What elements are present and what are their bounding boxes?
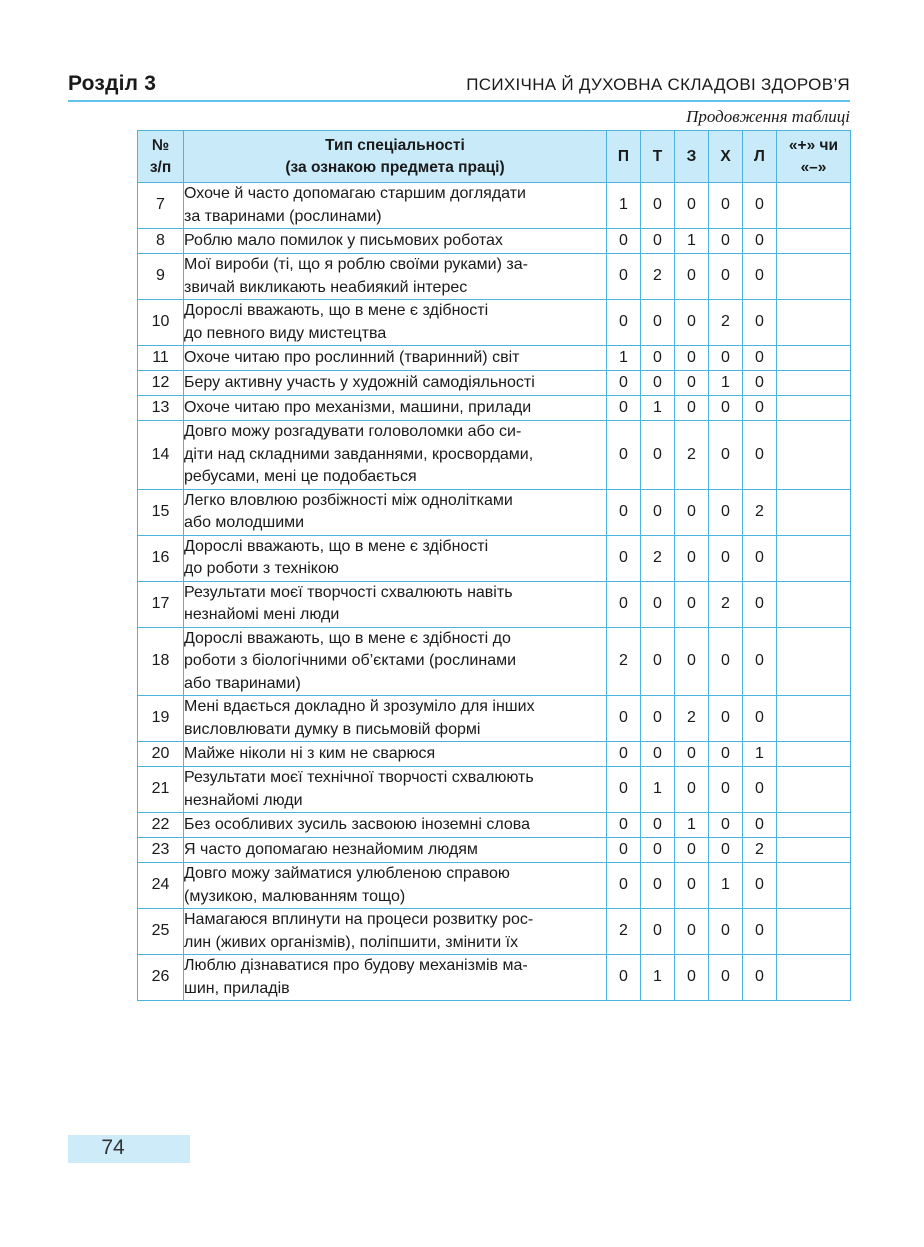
row-statement — [184, 396, 607, 421]
score-z: 0 — [675, 742, 709, 767]
table-row — [138, 371, 851, 396]
answer-cell[interactable] — [777, 300, 851, 346]
table-row — [138, 863, 851, 909]
statement-line: Люблю дізнаватися про будову механізмів ма- — [184, 957, 528, 974]
score-t: 2 — [641, 254, 675, 300]
score-l: 0 — [743, 813, 777, 838]
statement-line: Охоче читаю про рослинний (тваринний) світ — [184, 348, 520, 366]
score-l: 0 — [743, 627, 777, 696]
score-kh: 0 — [709, 421, 743, 490]
row-number: 15 — [138, 489, 184, 535]
score-l: 0 — [743, 254, 777, 300]
score-p: 0 — [607, 371, 641, 396]
row-statement — [184, 863, 607, 909]
statement-line: Намагаюся вплинути на процеси розвитку рос- — [184, 911, 534, 928]
table-row — [138, 396, 851, 421]
table-row — [138, 767, 851, 813]
score-kh: 0 — [709, 254, 743, 300]
row-statement — [184, 838, 607, 863]
answer-cell[interactable] — [777, 581, 851, 627]
statement-line: Результати моєї технічної творчості схвалюють — [184, 769, 534, 786]
score-z: 0 — [675, 535, 709, 581]
score-z: 0 — [675, 909, 709, 955]
score-z: 0 — [675, 346, 709, 371]
score-p: 0 — [607, 813, 641, 838]
answer-cell[interactable] — [777, 229, 851, 254]
statement-line: (музикою, малюванням тощо) — [184, 887, 406, 905]
score-p: 0 — [607, 421, 641, 490]
score-t: 0 — [641, 300, 675, 346]
row-statement — [184, 371, 607, 396]
statement-line: Роблю мало помилок у письмових роботах — [184, 231, 503, 249]
table-row — [138, 489, 851, 535]
row-statement — [184, 767, 607, 813]
score-kh: 1 — [709, 371, 743, 396]
score-z: 0 — [675, 627, 709, 696]
statement-line: Майже ніколи ні з ким не сварюся — [184, 744, 436, 762]
row-statement — [184, 813, 607, 838]
score-l: 0 — [743, 371, 777, 396]
score-t: 0 — [641, 909, 675, 955]
score-kh: 0 — [709, 696, 743, 742]
row-statement — [184, 254, 607, 300]
score-kh: 0 — [709, 229, 743, 254]
header-divider — [68, 100, 850, 102]
score-p: 0 — [607, 581, 641, 627]
score-kh: 2 — [709, 581, 743, 627]
table-row — [138, 838, 851, 863]
score-kh: 0 — [709, 909, 743, 955]
score-kh: 0 — [709, 767, 743, 813]
row-number: 25 — [138, 909, 184, 955]
col-mark-header — [777, 131, 851, 183]
col-t-header: Т — [641, 131, 675, 183]
score-kh: 0 — [709, 955, 743, 1001]
statement-line: незнайомі мені люди — [184, 606, 340, 623]
score-z: 0 — [675, 300, 709, 346]
page-number: 74 — [101, 1136, 125, 1159]
statement-line: висловлювати думку в письмовій формі — [184, 720, 481, 738]
statement-line: незнайомі люди — [184, 791, 303, 809]
row-statement — [184, 742, 607, 767]
statement-line: Без особливих зусиль засвоюю іноземні слова — [184, 815, 530, 833]
answer-cell[interactable] — [777, 371, 851, 396]
score-p: 0 — [607, 767, 641, 813]
statement-line: або тваринами) — [184, 674, 301, 692]
statement-line: Охоче читаю про механізми, машини, прилади — [184, 398, 532, 416]
score-z: 0 — [675, 955, 709, 1001]
statement-line: Дорослі вважають, що в мене є здібності до — [184, 629, 511, 647]
score-p: 0 — [607, 300, 641, 346]
score-z: 0 — [675, 183, 709, 229]
statement-line: Дорослі вважають, що в мене є здібності — [184, 537, 489, 555]
answer-cell[interactable] — [777, 909, 851, 955]
answer-cell[interactable] — [777, 767, 851, 813]
row-number: 23 — [138, 838, 184, 863]
table-body — [138, 183, 851, 1001]
score-l: 2 — [743, 489, 777, 535]
row-number: 14 — [138, 421, 184, 490]
table-row — [138, 300, 851, 346]
specialty-table — [137, 130, 851, 1001]
col-kh-header: Х — [709, 131, 743, 183]
score-t: 0 — [641, 421, 675, 490]
score-p: 1 — [607, 183, 641, 229]
score-z: 2 — [675, 421, 709, 490]
col-l-header: Л — [743, 131, 777, 183]
col-p-header: П — [607, 131, 641, 183]
score-p: 0 — [607, 863, 641, 909]
row-number: 8 — [138, 229, 184, 254]
row-number: 20 — [138, 742, 184, 767]
row-statement — [184, 346, 607, 371]
score-t: 0 — [641, 229, 675, 254]
row-number: 17 — [138, 581, 184, 627]
score-l: 0 — [743, 229, 777, 254]
col-type-line1: Тип спеціальності — [325, 136, 465, 154]
chapter-title: Розділ 3 — [68, 72, 157, 95]
score-t: 0 — [641, 838, 675, 863]
score-p: 0 — [607, 489, 641, 535]
row-statement — [184, 535, 607, 581]
answer-cell[interactable] — [777, 955, 851, 1001]
score-p: 1 — [607, 346, 641, 371]
score-kh: 1 — [709, 863, 743, 909]
score-t: 0 — [641, 489, 675, 535]
table-row — [138, 183, 851, 229]
score-kh: 0 — [709, 838, 743, 863]
answer-cell[interactable] — [777, 183, 851, 229]
score-t: 0 — [641, 183, 675, 229]
row-statement — [184, 489, 607, 535]
col-number-line2: з/п — [149, 158, 172, 176]
table-row — [138, 346, 851, 371]
score-p: 0 — [607, 742, 641, 767]
score-z: 0 — [675, 838, 709, 863]
table-row — [138, 581, 851, 627]
statement-line: роботи з біологічними об’єктами (рослинами — [184, 652, 517, 669]
score-kh: 0 — [709, 346, 743, 371]
score-l: 1 — [743, 742, 777, 767]
answer-cell[interactable] — [777, 421, 851, 490]
row-number: 12 — [138, 371, 184, 396]
row-number: 21 — [138, 767, 184, 813]
score-l: 0 — [743, 300, 777, 346]
col-number-header — [138, 131, 184, 183]
answer-cell[interactable] — [777, 535, 851, 581]
score-z: 0 — [675, 254, 709, 300]
row-number: 16 — [138, 535, 184, 581]
score-p: 2 — [607, 909, 641, 955]
score-kh: 0 — [709, 489, 743, 535]
table-row — [138, 421, 851, 490]
col-number-line1: № — [151, 136, 170, 154]
score-t: 0 — [641, 371, 675, 396]
table-row — [138, 535, 851, 581]
statement-line: Довго можу займатися улюбленою справою — [184, 865, 510, 882]
row-statement — [184, 183, 607, 229]
statement-line: Беру активну участь у художній самодіяльності — [184, 373, 535, 391]
row-number: 24 — [138, 863, 184, 909]
score-l: 0 — [743, 535, 777, 581]
score-p: 0 — [607, 229, 641, 254]
answer-cell[interactable] — [777, 489, 851, 535]
score-kh: 0 — [709, 396, 743, 421]
table-row — [138, 254, 851, 300]
statement-line: Результати моєї творчості схвалюють навіть — [184, 583, 513, 601]
score-l: 0 — [743, 696, 777, 742]
score-z: 0 — [675, 371, 709, 396]
statement-line: Легко вловлюю розбіжності між однолітками — [184, 491, 513, 509]
score-z: 0 — [675, 581, 709, 627]
table-row — [138, 813, 851, 838]
statement-line: Мені вдається докладно й зрозуміло для інших — [184, 698, 535, 715]
score-z: 0 — [675, 489, 709, 535]
answer-cell[interactable] — [777, 696, 851, 742]
score-t: 1 — [641, 955, 675, 1001]
table-row — [138, 229, 851, 254]
score-t: 0 — [641, 346, 675, 371]
score-l: 0 — [743, 909, 777, 955]
score-kh: 2 — [709, 300, 743, 346]
statement-line: шин, приладів — [184, 979, 290, 997]
score-t: 1 — [641, 396, 675, 421]
answer-cell[interactable] — [777, 627, 851, 696]
score-kh: 0 — [709, 742, 743, 767]
answer-cell[interactable] — [777, 813, 851, 838]
statement-line: лин (живих організмів), поліпшити, змінити їх — [184, 933, 519, 951]
score-t: 0 — [641, 627, 675, 696]
row-number: 18 — [138, 627, 184, 696]
col-mark-line2: «–» — [800, 158, 827, 176]
score-l: 0 — [743, 421, 777, 490]
row-number: 19 — [138, 696, 184, 742]
score-l: 0 — [743, 581, 777, 627]
statement-line: за тваринами (рослинами) — [184, 207, 382, 225]
row-number: 13 — [138, 396, 184, 421]
statement-line: Охоче й часто допомагаю старшим доглядати — [184, 185, 526, 202]
statement-line: Мої вироби (ті, що я роблю своїми руками) за- — [184, 256, 528, 273]
score-p: 0 — [607, 838, 641, 863]
row-number: 9 — [138, 254, 184, 300]
col-z-header: З — [675, 131, 709, 183]
score-p: 0 — [607, 254, 641, 300]
running-topic: ПСИХІЧНА Й ДУХОВНА СКЛАДОВІ ЗДОРОВ’Я — [466, 75, 850, 94]
statement-line: або молодшими — [184, 514, 305, 531]
row-number: 10 — [138, 300, 184, 346]
score-p: 0 — [607, 535, 641, 581]
page-header — [68, 70, 850, 100]
score-p: 0 — [607, 396, 641, 421]
score-z: 0 — [675, 767, 709, 813]
score-t: 0 — [641, 813, 675, 838]
statement-line: ребусами, мені це подобається — [184, 468, 417, 485]
score-kh: 0 — [709, 535, 743, 581]
answer-cell[interactable] — [777, 838, 851, 863]
score-p: 2 — [607, 627, 641, 696]
row-statement — [184, 909, 607, 955]
statement-line: до роботи з технікою — [184, 560, 339, 577]
score-l: 0 — [743, 863, 777, 909]
statement-line: до певного виду мистецтва — [184, 324, 387, 342]
answer-cell[interactable] — [777, 863, 851, 909]
score-l: 0 — [743, 346, 777, 371]
score-t: 2 — [641, 535, 675, 581]
score-z: 0 — [675, 396, 709, 421]
score-z: 1 — [675, 229, 709, 254]
score-z: 1 — [675, 813, 709, 838]
row-statement — [184, 421, 607, 490]
row-number: 22 — [138, 813, 184, 838]
score-l: 0 — [743, 955, 777, 1001]
row-statement — [184, 581, 607, 627]
answer-cell[interactable] — [777, 254, 851, 300]
score-t: 0 — [641, 863, 675, 909]
table-continued-label: Продовження таблиці — [686, 107, 850, 126]
statement-line: Довго можу розгадувати головоломки або си- — [184, 423, 522, 440]
statement-line: Я часто допомагаю незнайомим людям — [184, 840, 478, 858]
answer-cell[interactable] — [777, 742, 851, 767]
row-statement — [184, 300, 607, 346]
table-header-row — [138, 131, 851, 183]
score-kh: 0 — [709, 813, 743, 838]
answer-cell[interactable] — [777, 396, 851, 421]
score-kh: 0 — [709, 627, 743, 696]
score-l: 0 — [743, 396, 777, 421]
answer-cell[interactable] — [777, 346, 851, 371]
row-statement — [184, 229, 607, 254]
col-type-header — [184, 131, 607, 183]
statement-line: звичай викликають неабиякий інтерес — [184, 278, 468, 296]
row-number: 7 — [138, 183, 184, 229]
row-statement — [184, 696, 607, 742]
score-kh: 0 — [709, 183, 743, 229]
score-z: 2 — [675, 696, 709, 742]
table-row — [138, 909, 851, 955]
row-number: 11 — [138, 346, 184, 371]
col-mark-line1: «+» чи — [788, 136, 839, 154]
statement-line: діти над складними завданнями, кросвордами, — [184, 445, 534, 463]
table-row — [138, 955, 851, 1001]
row-statement — [184, 955, 607, 1001]
statement-line: Дорослі вважають, що в мене є здібності — [184, 302, 489, 319]
score-p: 0 — [607, 696, 641, 742]
col-type-line2: (за ознакою предмета праці) — [285, 158, 505, 176]
table-row — [138, 742, 851, 767]
score-l: 2 — [743, 838, 777, 863]
score-l: 0 — [743, 183, 777, 229]
table-row — [138, 627, 851, 696]
score-t: 0 — [641, 696, 675, 742]
score-t: 0 — [641, 581, 675, 627]
score-p: 0 — [607, 955, 641, 1001]
score-l: 0 — [743, 767, 777, 813]
row-statement — [184, 627, 607, 696]
table-row — [138, 696, 851, 742]
score-t: 1 — [641, 767, 675, 813]
score-z: 0 — [675, 863, 709, 909]
score-t: 0 — [641, 742, 675, 767]
row-number: 26 — [138, 955, 184, 1001]
